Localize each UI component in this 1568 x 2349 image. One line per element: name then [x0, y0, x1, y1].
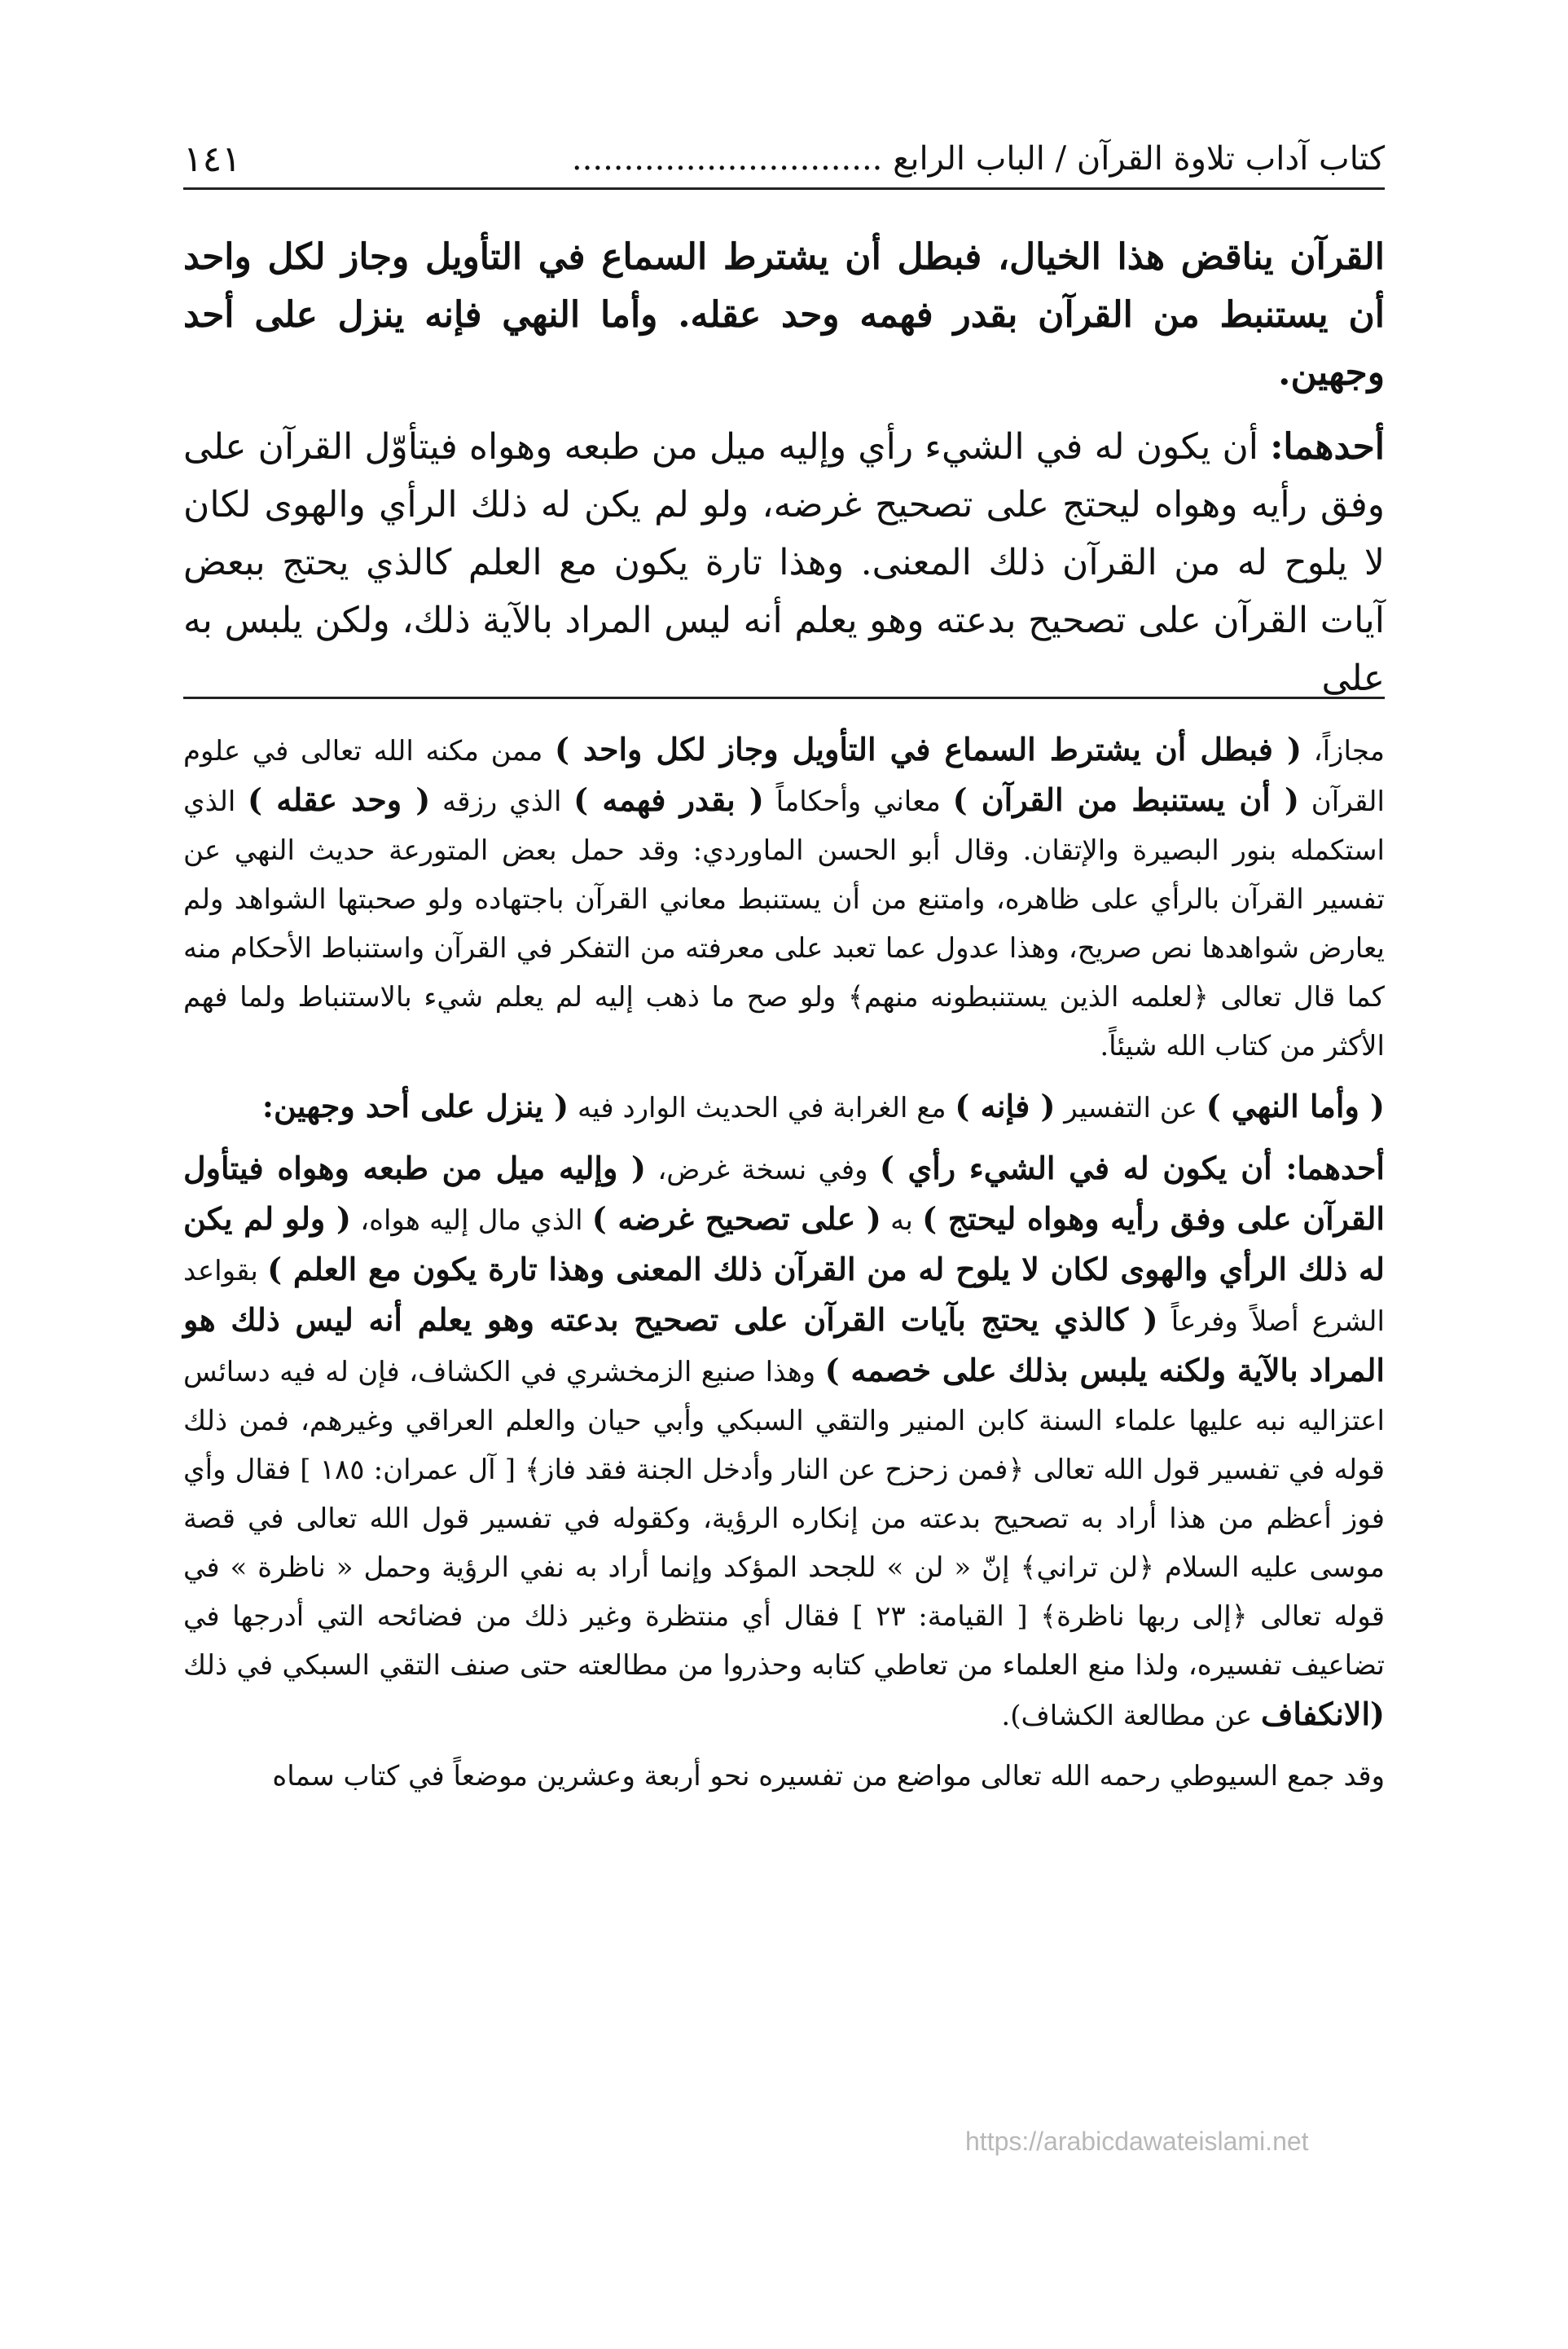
commentary-paragraph: [183, 1082, 1385, 1133]
commentary-segment: وهذا صنيع الزمخشري في الكشاف، فإن له فيه دسائس اعتزاليه نبه عليها علماء السنة كابن المنير والتقي السبكي وأبي حيان والعلم العراقي وغيرهم، فمن ذلك قوله في تفسير قول الله تعالى ﴿فمن زحزح عن النار وأدخل الجنة فقد فاز﴾ [ آل عمران: ١٨٥ ] فقال وأي فوز أعظم من هذا أراد به تصحيح بدعته من إنكاره الرؤية، وكقوله في تفسير قول الله تعالى في قصة موسى عليه السلام ﴿لن تراني﴾ إنّ « لن » للجحد المؤكد وإنما أراد به نفي الرؤية وحمل « ناظرة » في قوله تعالى ﴿إلى ربها ناظرة﴾ [ القيامة: ٢٣ ] فقال أي منتظرة وغير ذلك من فضائحه التي أدرجها في تضاعيف تفسيره، ولذا منع العلماء من تعاطي كتابه وحذروا من مطالعته حتى صنف التقي السبكي في ذلك: [183, 1356, 1386, 1682]
header-title: كتاب آداب تلاوة القرآن / الباب الرابع ..............................: [571, 140, 1385, 178]
quoted-text-bold: ( بقدر فهمه ): [573, 781, 764, 818]
watermark-url: https://arabicdawateislami.net: [965, 2127, 1309, 2156]
commentary-segment: الذي مال إليه هواه،: [350, 1204, 592, 1237]
commentary-segment: بقواعد الشرع أصلاً وفرعاً: [183, 1255, 1385, 1338]
commentary-segment: عن مطالعة الكشاف).: [1001, 1700, 1262, 1732]
main-paragraph: [183, 418, 1385, 707]
commentary-segment: وقد جمع السيوطي رحمه الله تعالى مواضع من تفسيره نحو أربعة وعشرين موضعاً في كتاب سماه: [272, 1760, 1385, 1793]
page-number: ١٤١: [183, 138, 241, 180]
commentary-segment: الذي استكمله بنور البصيرة والإتقان. وقال أبو الحسن الماوردي: وقد حمل بعض المتورعة حديث النهي عن تفسير القرآن بالرأي على ظاهره، وامتنع من أن يستنبط معاني القرآن باجتهاده ولو صحبتها الشواهد ولم يعارض شواهدها نص صريح، وهذا عدول عما تعبد على معرفته من التفكر في القرآن واستنباط الأحكام منه كما قال تعالى ﴿لعلمه الذين يستنبطونه منهم﴾ ولو صح ما ذهب إليه لم يعلم شيء بالاستنباط ولما فهم الأكثر من كتاب الله شيئاً.: [183, 785, 1385, 1062]
quoted-text-bold: أحدهما: أن يكون له في الشيء رأي ): [879, 1150, 1385, 1186]
commentary-text: [183, 725, 1385, 1812]
main-text-segment: أن يكون له في الشيء رأي وإليه ميل من طبعه وهواه فيتأوّل القرآن على وفق رأيه وهواه ليحتج على تصحيح غرضه، ولو لم يكن له ذلك الرأي والهوى لكان لا يلوح له من القرآن ذلك المعنى. وهذا تارة يكون مع العلم كالذي يحتج ببعض آيات القرآن على تصحيح بدعته وهو يعلم أنه ليس المراد بالآية ذلك، ولكن يلبس به على: [183, 426, 1385, 699]
quoted-text-bold: ( على تصحيح غرضه ): [591, 1200, 881, 1237]
main-text-heading: أحدهما:: [1270, 426, 1385, 468]
quoted-text-bold: ( فإنه ): [955, 1088, 1056, 1124]
running-header: [183, 130, 1385, 190]
quoted-text-bold: ( كالذي يحتج بآيات القرآن على تصحيح بدعته وهو يعلم أنه ليس ذلك هو المراد بالآية ولكنه يلبس بذلك على خصمه ): [183, 1301, 1385, 1388]
commentary-segment: عن التفسير: [1055, 1092, 1206, 1124]
commentary-paragraph: [183, 725, 1385, 1071]
main-text: [183, 228, 1385, 724]
commentary-segment: مجازاً،: [1302, 735, 1385, 768]
main-paragraph: [183, 228, 1385, 402]
commentary-segment: معاني وأحكاماً: [763, 785, 953, 818]
commentary-segment: مع الغرابة في الحديث الوارد فيه: [569, 1092, 955, 1124]
quoted-text-bold: ( ولو لم يكن له ذلك الرأي والهوى لكان لا يلوح له من القرآن ذلك المعنى وهذا تارة يكون مع العلم ): [183, 1200, 1385, 1287]
main-text-segment: القرآن يناقض هذا الخيال، فبطل أن يشترط السماع في التأويل وجاز لكل واحد أن يستنبط من القرآن بقدر فهمه وحد عقله. وأما النهي فإنه ينزل على أحد وجهين.: [183, 236, 1385, 394]
quoted-text-bold: (الانكفاف: [1261, 1696, 1385, 1732]
commentary-paragraph: [183, 1144, 1385, 1740]
commentary-paragraph: [183, 1752, 1385, 1801]
quoted-text-bold: ( وأما النهي ): [1206, 1088, 1385, 1124]
commentary-segment: ممن مكنه الله تعالى في علوم القرآن: [183, 735, 1385, 818]
quoted-text-bold: ( وإليه ميل من طبعه وهواه فيتأول القرآن على وفق رأيه وهواه ليحتج ): [183, 1150, 1385, 1237]
quoted-text-bold: ( ينزل على أحد وجهين:: [261, 1088, 569, 1124]
commentary-segment: به: [881, 1204, 923, 1237]
commentary-segment: وفي نسخة غرض،: [646, 1154, 880, 1186]
footnote-divider: [183, 697, 1385, 699]
quoted-text-bold: ( أن يستنبط من القرآن ): [952, 781, 1300, 818]
quoted-text-bold: ( فبطل أن يشترط السماع في التأويل وجاز لكل واحد ): [554, 731, 1302, 768]
commentary-segment: الذي رزقه: [430, 785, 574, 818]
quoted-text-bold: ( وحد عقله ): [248, 781, 431, 818]
